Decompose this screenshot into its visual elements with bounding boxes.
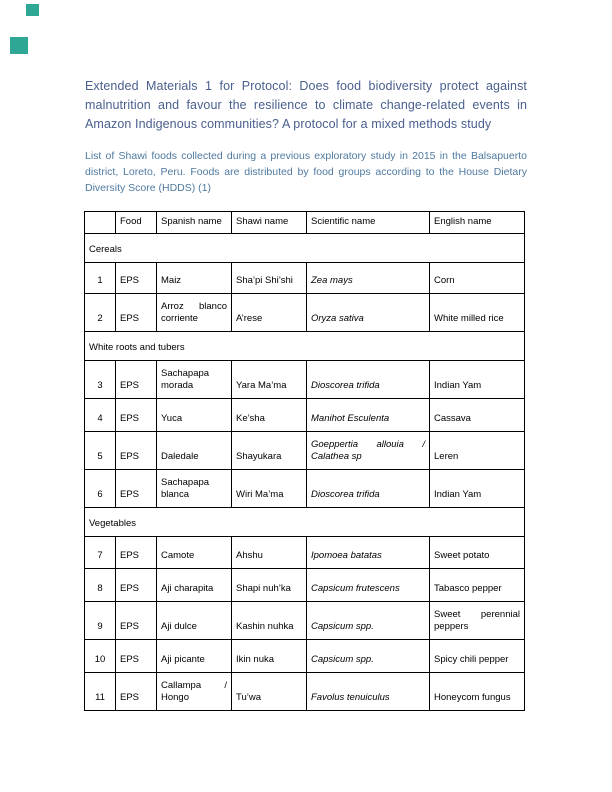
document-subtitle (85, 148, 527, 196)
spanish-name: Maiz (157, 263, 232, 294)
food-group-code: EPS (116, 569, 157, 602)
header-food: Food (116, 212, 157, 234)
scientific-name: Capsicum frutescens (307, 569, 430, 602)
header-number (85, 212, 116, 234)
subtitle-line-1: List of Shawi foods collected during a previous exploratory study in 2015 in the Balsapuerto (85, 150, 527, 162)
food-group-code: EPS (116, 602, 157, 640)
food-row (85, 470, 525, 508)
row-number: 8 (85, 569, 116, 602)
shawi-name: Ke’sha (232, 399, 307, 432)
food-row (85, 640, 525, 673)
food-group-label: Cereals (85, 234, 525, 263)
food-row (85, 263, 525, 294)
food-row (85, 673, 525, 711)
food-group-code: EPS (116, 263, 157, 294)
english-name: Spicy chili pepper (430, 640, 525, 673)
row-number: 7 (85, 537, 116, 569)
shawi-name: Shayukara (232, 432, 307, 470)
shawi-name: Shapi nuh’ka (232, 569, 307, 602)
english-name: White milled rice (430, 294, 525, 332)
header-spanish-name: Spanish name (157, 212, 232, 234)
header-english-name: English name (430, 212, 525, 234)
food-group-code: EPS (116, 294, 157, 332)
table-header-row (85, 212, 525, 234)
food-group-code: EPS (116, 673, 157, 711)
food-group-code: EPS (116, 537, 157, 569)
document-title (85, 77, 527, 134)
spanish-name: Sachapapa morada (157, 361, 232, 399)
english-name: Indian Yam (430, 470, 525, 508)
shawi-name: Ikin nuka (232, 640, 307, 673)
food-group-code: EPS (116, 361, 157, 399)
food-group-code: EPS (116, 640, 157, 673)
shawi-name: Wiri Ma’ma (232, 470, 307, 508)
scientific-name: Favolus tenuiculus (307, 673, 430, 711)
food-group-row (85, 234, 525, 263)
food-group-code: EPS (116, 432, 157, 470)
teal-square-icon (10, 37, 28, 54)
food-row (85, 569, 525, 602)
food-group-code: EPS (116, 399, 157, 432)
shawi-name: Yara Ma’ma (232, 361, 307, 399)
food-row (85, 399, 525, 432)
header-shawi-name: Shawi name (232, 212, 307, 234)
title-line-1: Extended Materials 1 for Protocol: Does food biodiversity protect against (85, 79, 527, 93)
scientific-name: Dioscorea trifida (307, 361, 430, 399)
food-group-label: White roots and tubers (85, 332, 525, 361)
spanish-name: Aji dulce (157, 602, 232, 640)
food-row (85, 361, 525, 399)
food-group-code: EPS (116, 470, 157, 508)
scientific-name: Dioscorea trifida (307, 470, 430, 508)
spanish-name: Callampa / Hongo (157, 673, 232, 711)
row-number: 10 (85, 640, 116, 673)
subtitle-line-2: district, Loreto, Peru. Foods are distributed by food groups according to the House Dietary (85, 166, 527, 178)
title-line-2: malnutrition and favour the resilience to climate change-related events in (85, 98, 527, 112)
english-name: Indian Yam (430, 361, 525, 399)
english-name: Leren (430, 432, 525, 470)
row-number: 5 (85, 432, 116, 470)
english-name: Tabasco pepper (430, 569, 525, 602)
row-number: 6 (85, 470, 116, 508)
row-number: 3 (85, 361, 116, 399)
foods-table (84, 211, 525, 711)
shawi-name: Tu’wa (232, 673, 307, 711)
row-number: 1 (85, 263, 116, 294)
english-name: Sweet perennial peppers (430, 602, 525, 640)
row-number: 4 (85, 399, 116, 432)
english-name: Sweet potato (430, 537, 525, 569)
food-group-row (85, 332, 525, 361)
shawi-name: Ahshu (232, 537, 307, 569)
scientific-name: Zea mays (307, 263, 430, 294)
scientific-name: Manihot Esculenta (307, 399, 430, 432)
spanish-name: Sachapapa blanca (157, 470, 232, 508)
row-number: 2 (85, 294, 116, 332)
english-name: Cassava (430, 399, 525, 432)
scientific-name: Capsicum spp. (307, 602, 430, 640)
scientific-name: Goeppertia allouia / Calathea sp (307, 432, 430, 470)
title-line-3: Amazon Indigenous communities? A protocol for a mixed methods study (85, 117, 492, 131)
food-row (85, 537, 525, 569)
row-number: 11 (85, 673, 116, 711)
shawi-name: A’rese (232, 294, 307, 332)
foods-table-body (85, 234, 525, 711)
shawi-name: Sha’pi Shi’shi (232, 263, 307, 294)
scientific-name: Capsicum spp. (307, 640, 430, 673)
food-group-label: Vegetables (85, 508, 525, 537)
spanish-name: Arroz blanco corriente (157, 294, 232, 332)
english-name: Honeycom fungus (430, 673, 525, 711)
food-row (85, 294, 525, 332)
spanish-name: Aji picante (157, 640, 232, 673)
scientific-name: Oryza sativa (307, 294, 430, 332)
spanish-name: Daledale (157, 432, 232, 470)
spanish-name: Camote (157, 537, 232, 569)
subtitle-line-3: Diversity Score (HDDS) (1) (85, 182, 212, 194)
header-scientific-name: Scientific name (307, 212, 430, 234)
shawi-name: Kashin nuhka (232, 602, 307, 640)
row-number: 9 (85, 602, 116, 640)
scientific-name: Ipomoea batatas (307, 537, 430, 569)
spanish-name: Aji charapita (157, 569, 232, 602)
spanish-name: Yuca (157, 399, 232, 432)
food-group-row (85, 508, 525, 537)
teal-square-icon (26, 4, 39, 16)
food-row (85, 602, 525, 640)
food-row (85, 432, 525, 470)
english-name: Corn (430, 263, 525, 294)
